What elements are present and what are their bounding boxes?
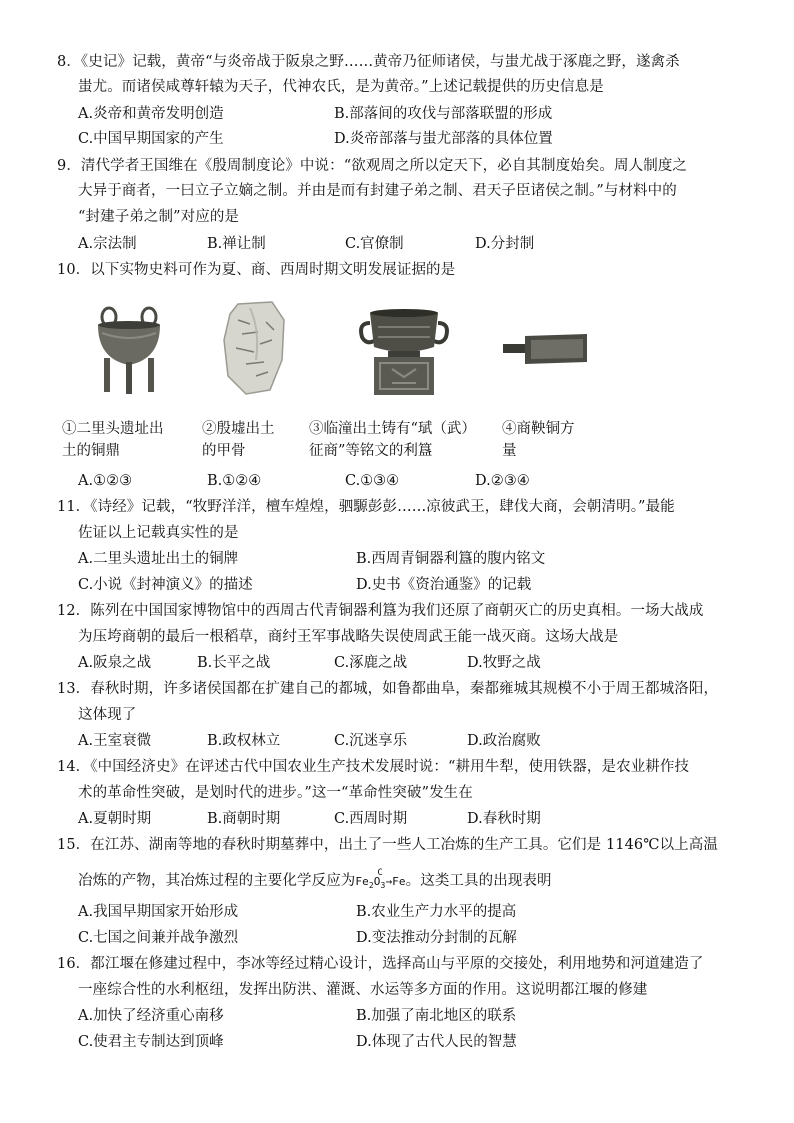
caption-2-line-1: ②殷墟出土 [202,421,275,437]
reactant-o: O [373,875,381,888]
q14-option-c[interactable]: C.西周时期 [334,811,408,827]
oracle-bone-image [220,300,290,396]
q8-option-d[interactable]: D.炎帝部落与蚩尤部落的具体位置 [334,131,553,147]
q10-option-b[interactable]: B.①②④ [207,473,262,489]
q16-line-1: 16．都江堰在修建过程中，李冰等经过精心设计，选择高山与平原的交接处，利用地势和河道建造了 [57,956,704,972]
q10-option-a[interactable]: A.①②③ [78,473,133,489]
q9-line-3: “封建子弟之制”对应的是 [78,209,240,225]
q15-line-2 [78,868,552,896]
caption-1-line-2: 土的铜鼎 [62,443,120,459]
q14-line-1: 14．《中国经济史》在评述古代中国农业生产技术发展时说：“耕用牛犁，使用铁器，是农业耕作技 [57,759,690,775]
caption-4-line-2: 量 [502,443,517,459]
bronze-measure-image [503,330,589,370]
q13-option-b[interactable]: B.政权林立 [207,733,281,749]
reactant-sub-2: 3 [380,881,386,891]
q9-line-2: 大异于商者，一曰立子立嫡之制。并由是而有封建子弟之制、君天子臣诸侯之制。”与材料中的 [78,183,677,199]
caption-3-line-1: ③临潼出土铸有“珷（武） [309,421,476,437]
q10-option-c[interactable]: C.①③④ [345,473,400,489]
caption-1-line-1: ①二里头遗址出 [62,421,164,437]
q13-option-d[interactable]: D.政治腐败 [467,733,541,749]
q13-line-2: 这体现了 [78,707,137,723]
q8-option-b[interactable]: B.部落间的攻伐与部落联盟的形成 [334,106,553,122]
q15-option-d[interactable]: D.变法推动分封制的瓦解 [356,930,517,946]
caption-4-line-1: ④商鞅铜方 [502,421,575,437]
q14-option-d[interactable]: D.春秋时期 [467,811,541,827]
q14-option-b[interactable]: B.商朝时期 [207,811,281,827]
reactant-fe: Fe [355,875,369,888]
q16-option-b[interactable]: B.加强了南北地区的联系 [356,1008,517,1024]
q11-line-1: 11．《诗经》记载，“牧野洋洋，檀车煌煌，驷騵彭彭……凉彼武王，肆伐大商，会朝清明。”最能 [57,499,675,515]
q16-line-2: 一座综合性的水利枢纽，发挥出防洪、灌溉、水运等多方面的作用。这说明都江堰的修建 [78,982,648,998]
q16-option-c[interactable]: C.使君主专制达到顶峰 [78,1034,224,1050]
q14-line-2: 术的革命性突破，是划时代的进步。”这一“革命性突破”发生在 [78,785,473,801]
q13-option-a[interactable]: A.王室衰微 [78,733,152,749]
q16-option-d[interactable]: D.体现了古代人民的智慧 [356,1034,517,1050]
q12-option-b[interactable]: B.长平之战 [197,655,271,671]
q9-option-a[interactable]: A.宗法制 [78,236,137,252]
q15-line-1: 15．在江苏、湖南等地的春秋时期墓葬中，出土了一些人工冶炼的生产工具。它们是 1146℃以上高温 [57,837,718,853]
arrow-icon: → [385,875,393,888]
q16-option-a[interactable]: A.加快了经济重心南移 [78,1008,224,1024]
q10-option-d[interactable]: D.②③④ [475,473,530,489]
caption-2-line-2: 的甲骨 [202,443,246,459]
q13-line-1: 13．春秋时期，许多诸侯国都在扩建自己的都城，如鲁都曲阜，秦都雍城其规模不小于周王都城洛阳， [57,681,719,697]
catalyst-c: C [377,868,383,878]
q9-option-d[interactable]: D.分封制 [475,236,535,252]
q12-line-1: 12．陈列在中国国家博物馆中的西周古代青铜器利簋为我们还原了商朝灭亡的历史真相。一场大战成 [57,603,704,619]
q11-option-d[interactable]: D.史书《资治通鉴》的记载 [356,577,532,593]
q9-line-1: 9．清代学者王国维在《殷周制度论》中说：“欲观周之所以定天下，必自其制度始矣。周人制度之 [57,158,688,174]
q15-line-2-after: 。这类工具的出现表明 [405,873,552,889]
chemical-reaction [355,868,406,896]
li-gui-image [358,303,450,397]
q15-option-c[interactable]: C.七国之间兼并战争激烈 [78,930,239,946]
q9-option-c[interactable]: C.官僚制 [345,236,404,252]
q12-option-d[interactable]: D.牧野之战 [467,655,541,671]
q11-option-c[interactable]: C.小说《封神演义》的描述 [78,577,253,593]
bronze-ding-image [92,303,166,395]
q12-line-2: 为压垮商朝的最后一根稻草，商纣王军事战略失误使周武王能一战灭商。这场大战是 [78,629,619,645]
reactant-sub-1: 2 [368,881,374,891]
q10-line-1: 10．以下实物史料可作为夏、商、西周时期文明发展证据的是 [57,262,456,278]
q12-option-c[interactable]: C.涿鹿之战 [334,655,408,671]
q8-option-c[interactable]: C.中国早期国家的产生 [78,131,224,147]
q15-option-b[interactable]: B.农业生产力水平的提高 [356,904,517,920]
q9-option-b[interactable]: B.禅让制 [207,236,266,252]
q12-option-a[interactable]: A.阪泉之战 [78,655,152,671]
q14-option-a[interactable]: A.夏朝时期 [78,811,152,827]
q8-option-a[interactable]: A.炎帝和黄帝发明创造 [78,106,224,122]
product-fe: Fe [392,875,406,888]
q11-option-b[interactable]: B.西周青铜器利簋的腹内铭文 [356,551,546,567]
q11-option-a[interactable]: A.二里头遗址出土的铜牌 [78,551,239,567]
q15-line-2-before: 冶炼的产物，其冶炼过程的主要化学反应为 [78,873,356,889]
q8-line-2: 蚩尤。而诸侯咸尊轩辕为天子，代神农氏，是为黄帝。”上述记载提供的历史信息是 [78,79,604,95]
q13-option-c[interactable]: C.沉迷享乐 [334,733,408,749]
q8-line-1: 8．《史记》记载，黄帝“与炎帝战于阪泉之野……黄帝乃征师诸侯，与蚩尤战于涿鹿之野，遂禽杀 [57,54,680,70]
q11-line-2: 佐证以上记载真实性的是 [78,525,239,541]
caption-3-line-2: 征商”等铭文的利簋 [309,443,433,459]
q15-option-a[interactable]: A.我国早期国家开始形成 [78,904,239,920]
